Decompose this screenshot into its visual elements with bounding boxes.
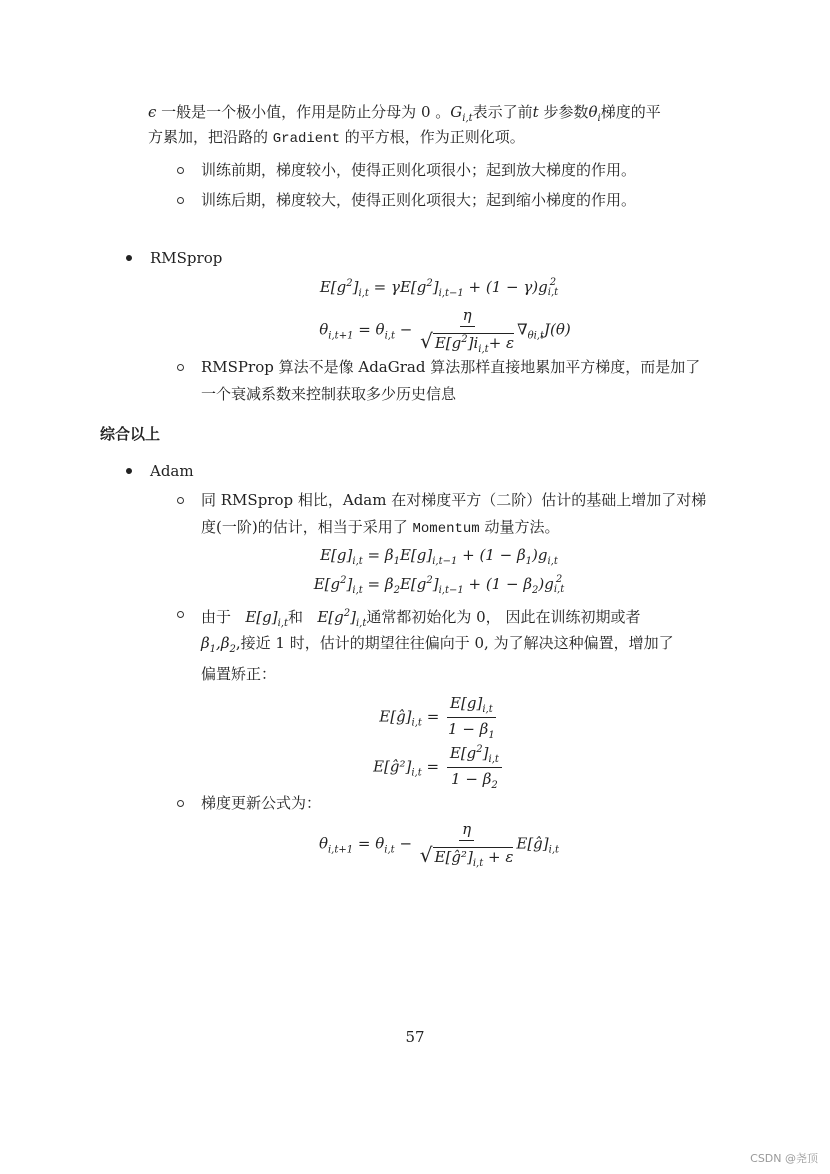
circle-bullet-icon [177,197,184,204]
math-token: β [201,634,210,652]
formula-adam-second-moment [24,575,830,596]
math-token: 2 [426,278,433,289]
math-token: = θ [353,320,385,339]
formula-bias-correction-1 [24,694,830,741]
math-token: = β [362,575,394,593]
math-t: t [532,103,539,121]
math-token: E[ĝ²] [373,757,412,776]
math-token: 2 [343,608,351,619]
formula-adam-first-moment [24,546,830,567]
math-token: E[ĝ] [516,834,549,853]
math-token: + (1 − β [457,546,526,564]
math-token: i,t [355,618,367,629]
math-token: + (1 − β [463,575,532,593]
math-token: 2 [532,585,539,596]
math-token: 1 [209,644,217,655]
math-token: ] [352,278,359,296]
math-token: η [462,306,472,324]
math-token: 2 i,t [547,277,559,298]
math-token: 2 [461,334,468,345]
formula-rmsprop-ema [24,278,830,299]
math-token: θ [319,320,329,339]
math-token: 1 [525,556,532,567]
math-token: i,t [472,858,484,869]
formula-adam-update [24,820,830,869]
math-G: $G_{i,t}$ [450,103,473,124]
math-token: 1 [488,730,495,741]
math-token: − [394,834,417,853]
math-token: E[g] [320,546,353,564]
math-theta: $\theta_i$ [588,103,601,124]
math-token: E[g [399,575,427,593]
math-token: = [421,707,445,726]
circle-bullet-icon [177,364,184,371]
math-token: i,t [384,330,395,342]
math-token: 2 [393,585,400,596]
math-token: i,t [478,344,489,355]
math-token: 2 [426,575,433,586]
math-token: E[g] [399,546,433,564]
text: 方累加，把沿路的 [148,128,273,146]
list-item-continued: 度(一阶)的估计，相当于采用了 Momentum 动量方法。 [201,518,560,537]
paragraph-line [148,127,525,149]
math-token: i,t [548,844,560,856]
math-token: ]i [467,334,479,352]
list-item: 梯度更新公式为： [201,794,322,812]
code-text: Gradient [272,131,340,147]
math-token: i,t−1 [438,585,464,596]
circle-bullet-icon [177,167,184,174]
math-token: ] [482,744,489,762]
math-token: 2 [340,575,347,586]
list-item: 训练前期，梯度较小，使得正则化项很小；起到放大梯度的作用。 [201,161,637,179]
math-token: E[g [319,278,347,296]
math-token: i,t−1 [438,288,464,299]
math-token: E[g] [245,608,278,626]
math-token: = β [362,546,394,564]
text: 表示了前 [472,103,533,121]
math-token: 2 [229,644,236,655]
list-item: 由于 $E[g]_{i,t}$和 $E[g^2]_{i,t}$通常都初始化为 0， 因此在训练初期或者 [201,608,641,629]
watermark: CSDN @尧顶 [750,1152,818,1165]
math-token: i,t [411,767,422,779]
math-token: = γE[g [368,278,427,296]
math-token: i,t [277,618,288,629]
circle-bullet-icon [177,800,184,807]
paragraph-line [148,102,661,129]
list-item-continued: 偏置矫正： [201,665,277,683]
list-item: 训练后期，梯度较大，使得正则化项很大；起到缩小梯度的作用。 [201,191,637,209]
list-item-rmsprop: RMSprop [150,249,223,267]
math-token: ] [350,608,356,626]
math-token: = θ [353,834,385,853]
math-token: 2 [476,744,483,755]
section-heading: 综合以上 [100,425,161,443]
math-token: 1 [393,556,400,567]
math-token: i,t [352,585,363,596]
text: 步参数 [538,103,589,121]
math-token: J(θ) [543,320,571,339]
text: 的平方根，作为正则化项。 [340,128,525,146]
math-token: E[ĝ] [379,707,412,726]
math-token: E[ĝ²] [434,848,473,866]
math-token: i,t [352,556,363,567]
math-token: ] [432,575,439,593]
text: 梯度的平 [600,103,661,121]
math-token: i,t−1 [432,556,458,567]
math-token: η [462,820,472,838]
math-token: i,t [358,288,369,299]
list-item-continued: 一个衰减系数来控制获取多少历史信息 [201,385,457,403]
formula-rmsprop-update [30,306,830,355]
circle-bullet-icon [177,497,184,504]
math-token: 2 i,t [553,574,565,595]
math-token: 2 [491,780,498,791]
math-token [447,744,502,791]
bullet-icon [126,255,132,261]
math-token: θ [318,834,328,853]
math-token: + ε [483,848,514,866]
math-token: + (1 − γ)g [463,278,548,296]
text: 一般是一个极小值，作用是防止分母为 0 。 [156,103,451,121]
formula-bias-correction-2 [24,744,830,791]
math-token: E[g [434,334,462,352]
math-token: + ε [488,334,515,352]
math-token: θi,t [527,330,544,342]
math-token: i,t+1 [327,844,354,856]
math-token: E[g [313,575,341,593]
math-token: $\frac{\eta}{√ E[g^2]i_{i,t}+ \varepsilon}$ [420,306,515,355]
list-item: RMSProp 算法不是像 AdaGrad 算法那样直接地累加平方梯度，而是加了 [201,358,701,376]
math-token: = [421,757,444,776]
math-token [447,694,496,741]
math-token: 1 − β [451,770,492,788]
math-token: 2 [346,278,353,289]
math-token: i,t [411,717,422,729]
list-item: 同 RMSprop 相比，Adam 在对梯度平方（二阶）估计的基础上增加了对梯 [201,491,707,509]
math-token: E[g [317,608,344,626]
math-token: − [394,320,418,339]
math-token: i,t [384,844,395,856]
math-token: $\frac{\eta}{√ E[ĝ^2]_{i,t} + \varepsilon}$ [419,820,514,869]
math-token: i,t [547,556,558,567]
math-token: )g [538,575,554,593]
circle-bullet-icon [177,611,184,618]
page-number: 57 [405,1028,425,1046]
math-token: ] [346,575,353,593]
math-token: )g [532,546,548,564]
list-item-adam: Adam [150,462,194,480]
math-token: ∇ [517,320,528,339]
list-item-continued: $\beta_1,\beta_2$,接近 1 时，估计的期望往往偏向于 0, 为了解决这种偏置，增加了 [201,634,674,655]
epsilon-symbol: ϵ [148,103,157,121]
math-token: 1 − β [448,720,489,738]
math-token: i,t [482,704,493,715]
math-token: E[g] [450,694,483,712]
math-token: i,t [488,754,499,765]
math-token: ] [432,278,439,296]
math-token: ,β [216,634,230,652]
math-token: E[g [449,744,477,762]
bullet-icon [126,468,132,474]
math-token: i,t+1 [328,330,354,342]
